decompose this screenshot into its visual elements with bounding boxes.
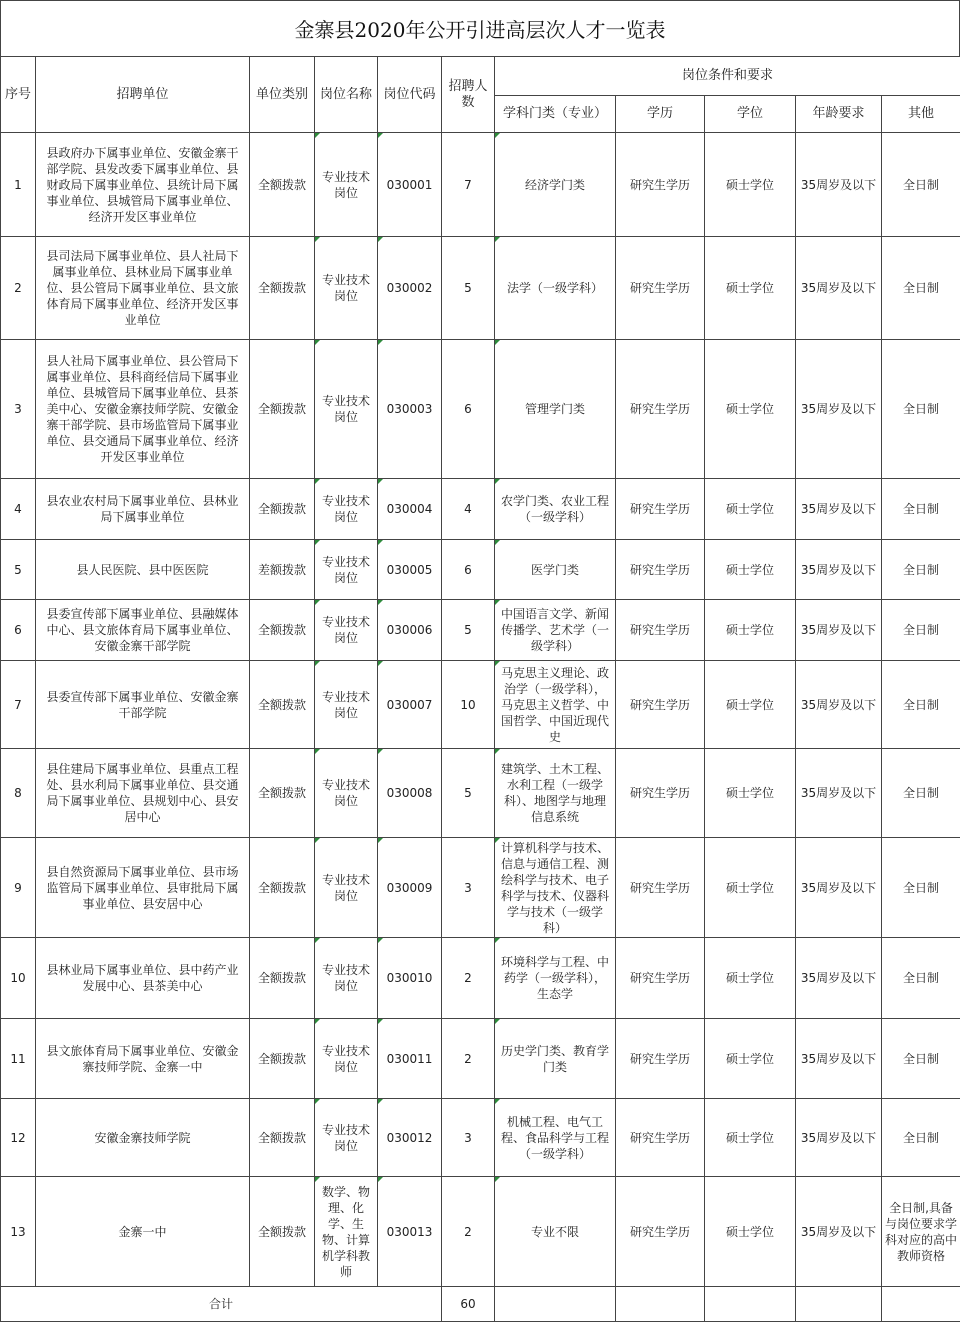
- row-seq: 5: [1, 540, 36, 600]
- row-post-name: 专业技术岗位: [315, 479, 378, 540]
- row-post-name: 专业技术岗位: [315, 749, 378, 838]
- row-post-code: 030012: [378, 1099, 442, 1177]
- row-degree: 硕士学位: [705, 749, 796, 838]
- row-seq: 12: [1, 1099, 36, 1177]
- table-row: [1, 838, 960, 938]
- row-seq: 10: [1, 938, 36, 1019]
- row-degree: 硕士学位: [705, 938, 796, 1019]
- row-seq: 2: [1, 237, 36, 340]
- row-other: 全日制: [882, 1019, 960, 1099]
- row-post-name: 专业技术岗位: [315, 540, 378, 600]
- row-age: 35周岁及以下: [796, 749, 882, 838]
- row-major: 中国语言文学、新闻传播学、艺术学（一级学科）: [495, 600, 616, 661]
- row-unit: 县人民医院、县中医医院: [36, 540, 250, 600]
- row-major: 马克思主义理论、政治学（一级学科），马克思主义哲学、中国哲学、中国近现代史: [495, 661, 616, 749]
- row-unit-type: 全额拨款: [250, 237, 315, 340]
- row-unit: 县司法局下属事业单位、县人社局下属事业单位、县林业局下属事业单位、县公管局下属事业单位、县文旅体育局下属事业单位、经济开发区事业单位: [36, 237, 250, 340]
- row-major: 专业不限: [495, 1177, 616, 1287]
- row-post-name: 专业技术岗位: [315, 938, 378, 1019]
- row-age: 35周岁及以下: [796, 1099, 882, 1177]
- row-unit-type: 全额拨款: [250, 1019, 315, 1099]
- row-seq: 13: [1, 1177, 36, 1287]
- row-degree: 硕士学位: [705, 340, 796, 479]
- row-other: 全日制: [882, 540, 960, 600]
- row-count: 6: [442, 540, 495, 600]
- total-empty-cell: [705, 1287, 796, 1322]
- row-major: 经济学门类: [495, 133, 616, 237]
- row-education: 研究生学历: [616, 838, 705, 938]
- row-age: 35周岁及以下: [796, 540, 882, 600]
- row-post-name: 专业技术岗位: [315, 237, 378, 340]
- row-education: 研究生学历: [616, 540, 705, 600]
- row-unit-type: 全额拨款: [250, 749, 315, 838]
- row-unit-type: 差额拨款: [250, 540, 315, 600]
- row-post-name: 专业技术岗位: [315, 133, 378, 237]
- table-row: [1, 1019, 960, 1099]
- table-row: [1, 540, 960, 600]
- header-count: 招聘人数: [442, 57, 495, 133]
- row-count: 5: [442, 237, 495, 340]
- row-post-name: 数学、物理、化学、生物、计算机学科教师: [315, 1177, 378, 1287]
- row-unit: 县政府办下属事业单位、安徽金寨干部学院、县发改委下属事业单位、县财政局下属事业单位、县统计局下属事业单位、县城管局下属事业单位、经济开发区事业单位: [36, 133, 250, 237]
- row-unit: 县委宣传部下属事业单位、安徽金寨干部学院: [36, 661, 250, 749]
- row-degree: 硕士学位: [705, 133, 796, 237]
- row-education: 研究生学历: [616, 237, 705, 340]
- row-degree: 硕士学位: [705, 237, 796, 340]
- row-age: 35周岁及以下: [796, 661, 882, 749]
- header-age: 年龄要求: [796, 96, 882, 133]
- row-education: 研究生学历: [616, 340, 705, 479]
- row-education: 研究生学历: [616, 1099, 705, 1177]
- row-post-name: 专业技术岗位: [315, 1019, 378, 1099]
- row-seq: 3: [1, 340, 36, 479]
- row-post-code: 030008: [378, 749, 442, 838]
- row-major: 医学门类: [495, 540, 616, 600]
- header-unit: 招聘单位: [36, 57, 250, 133]
- header-other: 其他: [882, 96, 960, 133]
- row-count: 5: [442, 600, 495, 661]
- row-unit: 县人社局下属事业单位、县公管局下属事业单位、县科商经信局下属事业单位、县城管局下属事业单位、县茶美中心、安徽金寨技师学院、安徽金寨干部学院、县市场监管局下属事业单位、县交通局下属事业单位、经济开发区事业单位: [36, 340, 250, 479]
- row-count: 2: [442, 938, 495, 1019]
- row-other: 全日制: [882, 340, 960, 479]
- row-seq: 9: [1, 838, 36, 938]
- row-seq: 1: [1, 133, 36, 237]
- header-seq: 序号: [1, 57, 36, 133]
- row-seq: 7: [1, 661, 36, 749]
- row-other: 全日制: [882, 479, 960, 540]
- row-education: 研究生学历: [616, 479, 705, 540]
- row-major: 环境科学与工程、中药学（一级学科），生态学: [495, 938, 616, 1019]
- table-body: [1, 133, 960, 1287]
- row-major: 机械工程、电气工程、食品科学与工程（一级学科）: [495, 1099, 616, 1177]
- row-education: 研究生学历: [616, 661, 705, 749]
- row-unit-type: 全额拨款: [250, 938, 315, 1019]
- row-degree: 硕士学位: [705, 479, 796, 540]
- header-post-name: 岗位名称: [315, 57, 378, 133]
- row-age: 35周岁及以下: [796, 600, 882, 661]
- row-post-code: 030002: [378, 237, 442, 340]
- table-row: [1, 1099, 960, 1177]
- row-count: 4: [442, 479, 495, 540]
- row-post-name: 专业技术岗位: [315, 1099, 378, 1177]
- row-other: 全日制: [882, 661, 960, 749]
- table-row: [1, 749, 960, 838]
- row-unit-type: 全额拨款: [250, 1099, 315, 1177]
- row-post-code: 030009: [378, 838, 442, 938]
- total-empty-cell: [616, 1287, 705, 1322]
- row-unit: 县农业农村局下属事业单位、县林业局下属事业单位: [36, 479, 250, 540]
- row-other: 全日制: [882, 938, 960, 1019]
- row-post-name: 专业技术岗位: [315, 600, 378, 661]
- table-row: [1, 340, 960, 479]
- row-major: 法学（一级学科）: [495, 237, 616, 340]
- table-row: [1, 600, 960, 661]
- row-degree: 硕士学位: [705, 838, 796, 938]
- row-seq: 6: [1, 600, 36, 661]
- row-post-name: 专业技术岗位: [315, 340, 378, 479]
- row-other: 全日制: [882, 133, 960, 237]
- row-other: 全日制: [882, 600, 960, 661]
- row-unit-type: 全额拨款: [250, 340, 315, 479]
- row-count: 3: [442, 838, 495, 938]
- row-age: 35周岁及以下: [796, 479, 882, 540]
- row-unit: 县自然资源局下属事业单位、县市场监管局下属事业单位、县审批局下属事业单位、县安居中心: [36, 838, 250, 938]
- row-post-name: 专业技术岗位: [315, 838, 378, 938]
- row-unit-type: 全额拨款: [250, 479, 315, 540]
- row-seq: 4: [1, 479, 36, 540]
- row-education: 研究生学历: [616, 1019, 705, 1099]
- table-row: [1, 133, 960, 237]
- row-unit: 县委宣传部下属事业单位、县融媒体中心、县文旅体育局下属事业单位、安徽金寨干部学院: [36, 600, 250, 661]
- row-post-code: 030010: [378, 938, 442, 1019]
- row-education: 研究生学历: [616, 938, 705, 1019]
- row-unit-type: 全额拨款: [250, 600, 315, 661]
- row-seq: 11: [1, 1019, 36, 1099]
- row-age: 35周岁及以下: [796, 938, 882, 1019]
- row-post-code: 030001: [378, 133, 442, 237]
- row-post-name: 专业技术岗位: [315, 661, 378, 749]
- header-row-1: [1, 57, 960, 96]
- row-post-code: 030003: [378, 340, 442, 479]
- header-unit-type: 单位类别: [250, 57, 315, 133]
- row-education: 研究生学历: [616, 600, 705, 661]
- row-count: 2: [442, 1019, 495, 1099]
- table-row: [1, 479, 960, 540]
- header-requirements: 岗位条件和要求: [495, 57, 960, 96]
- row-age: 35周岁及以下: [796, 237, 882, 340]
- row-degree: 硕士学位: [705, 1019, 796, 1099]
- row-education: 研究生学历: [616, 133, 705, 237]
- row-count: 5: [442, 749, 495, 838]
- row-count: 10: [442, 661, 495, 749]
- row-age: 35周岁及以下: [796, 340, 882, 479]
- header-major: 学科门类（专业）: [495, 96, 616, 133]
- row-major: 农学门类、农业工程（一级学科）: [495, 479, 616, 540]
- row-major: 计算机科学与技术、信息与通信工程、测绘科学与技术、电子科学与技术、仪器科学与技术（一级学科）: [495, 838, 616, 938]
- row-seq: 8: [1, 749, 36, 838]
- row-post-code: 030013: [378, 1177, 442, 1287]
- row-unit: 安徽金寨技师学院: [36, 1099, 250, 1177]
- row-count: 7: [442, 133, 495, 237]
- row-age: 35周岁及以下: [796, 133, 882, 237]
- row-other: 全日制,具备与岗位要求学科对应的高中教师资格: [882, 1177, 960, 1287]
- row-other: 全日制: [882, 237, 960, 340]
- row-unit: 金寨一中: [36, 1177, 250, 1287]
- row-major: 管理学门类: [495, 340, 616, 479]
- total-empty-cell: [882, 1287, 960, 1322]
- row-post-code: 030006: [378, 600, 442, 661]
- table-row: [1, 1177, 960, 1287]
- row-major: 建筑学、土木工程、水利工程（一级学科）、地图学与地理信息系统: [495, 749, 616, 838]
- row-post-code: 030005: [378, 540, 442, 600]
- header-post-code: 岗位代码: [378, 57, 442, 133]
- row-degree: 硕士学位: [705, 540, 796, 600]
- row-unit: 县文旅体育局下属事业单位、安徽金寨技师学院、金寨一中: [36, 1019, 250, 1099]
- row-education: 研究生学历: [616, 749, 705, 838]
- row-count: 6: [442, 340, 495, 479]
- row-post-code: 030007: [378, 661, 442, 749]
- header-degree: 学位: [705, 96, 796, 133]
- row-count: 3: [442, 1099, 495, 1177]
- row-post-code: 030011: [378, 1019, 442, 1099]
- row-education: 研究生学历: [616, 1177, 705, 1287]
- row-major: 历史学门类、教育学门类: [495, 1019, 616, 1099]
- table-row: [1, 237, 960, 340]
- row-other: 全日制: [882, 838, 960, 938]
- row-unit: 县住建局下属事业单位、县重点工程处、县水利局下属事业单位、县交通局下属事业单位、县规划中心、县安居中心: [36, 749, 250, 838]
- total-row: [1, 1287, 960, 1322]
- header-education: 学历: [616, 96, 705, 133]
- row-unit-type: 全额拨款: [250, 838, 315, 938]
- row-degree: 硕士学位: [705, 1177, 796, 1287]
- total-empty-cell: [495, 1287, 616, 1322]
- total-count: 60: [442, 1287, 495, 1322]
- row-degree: 硕士学位: [705, 1099, 796, 1177]
- page-title: 金寨县2020年公开引进高层次人才一览表: [0, 0, 960, 57]
- table-row: [1, 661, 960, 749]
- table-row: [1, 938, 960, 1019]
- total-empty-cell: [796, 1287, 882, 1322]
- row-degree: 硕士学位: [705, 661, 796, 749]
- row-post-code: 030004: [378, 479, 442, 540]
- row-other: 全日制: [882, 749, 960, 838]
- row-age: 35周岁及以下: [796, 1019, 882, 1099]
- recruitment-table: [0, 56, 960, 1322]
- row-unit-type: 全额拨款: [250, 133, 315, 237]
- row-other: 全日制: [882, 1099, 960, 1177]
- total-label: 合计: [1, 1287, 442, 1322]
- row-unit-type: 全额拨款: [250, 1177, 315, 1287]
- row-unit-type: 全额拨款: [250, 661, 315, 749]
- row-age: 35周岁及以下: [796, 838, 882, 938]
- row-count: 2: [442, 1177, 495, 1287]
- row-unit: 县林业局下属事业单位、县中药产业发展中心、县茶美中心: [36, 938, 250, 1019]
- row-age: 35周岁及以下: [796, 1177, 882, 1287]
- row-degree: 硕士学位: [705, 600, 796, 661]
